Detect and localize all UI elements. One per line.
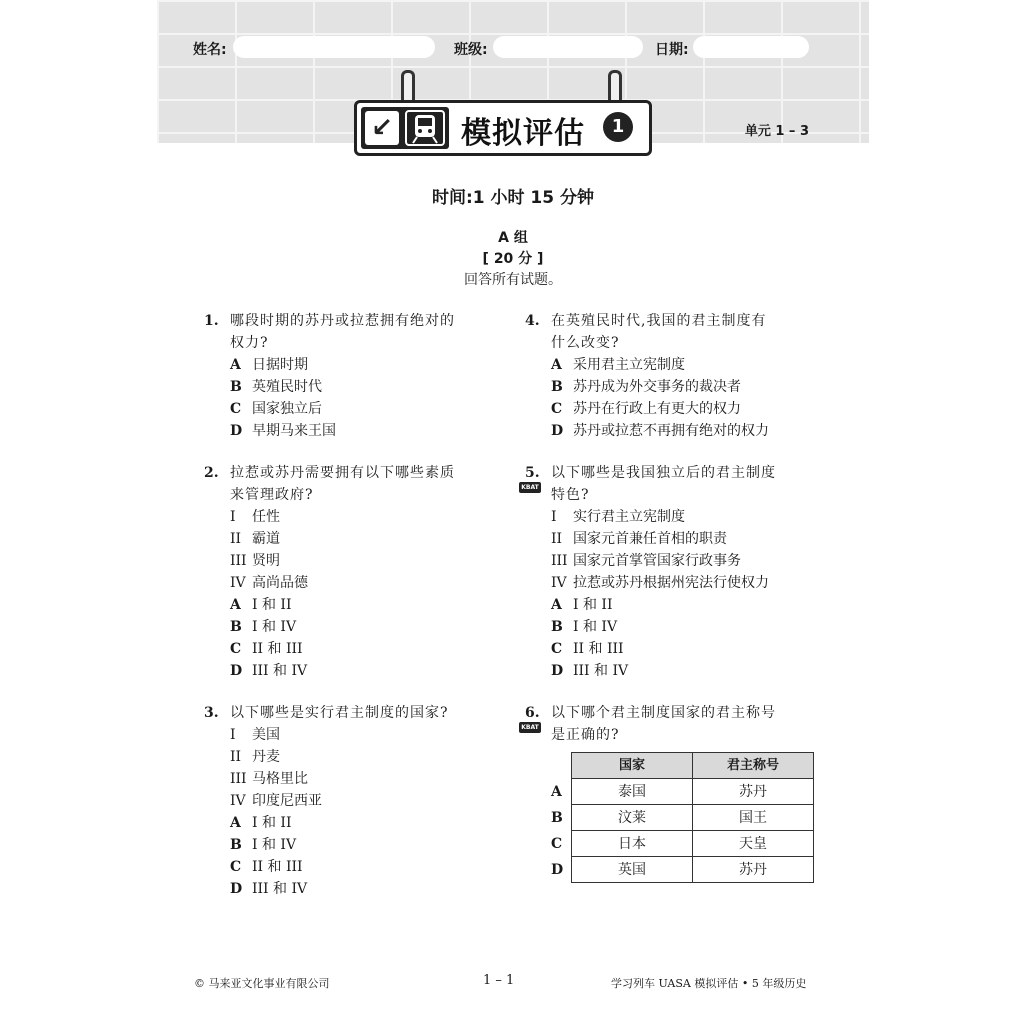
option-letter: B [551, 809, 563, 826]
option-letter: C [230, 401, 242, 417]
country-cell: 汶莱 [572, 805, 693, 831]
question-stem-line: 特色? [551, 487, 590, 503]
monarch-title-cell: 天皇 [693, 831, 814, 857]
option-letter: B [230, 379, 242, 395]
statement-item [551, 550, 815, 572]
monarch-title-cell: 苏丹 [693, 779, 814, 805]
footer-book-title: 学习列车 UASA 模拟评估 • 5 年级历史 [611, 977, 807, 990]
exam-page [157, 0, 869, 1024]
statement-item [230, 550, 494, 572]
table-header-row [551, 753, 814, 779]
answer-option[interactable] [230, 660, 494, 682]
answer-option[interactable] [551, 660, 815, 682]
statement-numeral: II [230, 749, 242, 765]
monarch-title-cell: 国王 [693, 805, 814, 831]
country-cell: 英国 [572, 857, 693, 883]
monarch-title-cell: 苏丹 [693, 857, 814, 883]
question-stem [551, 702, 815, 746]
questions-right-column [521, 310, 815, 903]
question-3 [204, 702, 494, 900]
answer-option[interactable] [230, 420, 494, 442]
statement-numeral: I [230, 727, 236, 743]
table-row[interactable] [551, 805, 814, 831]
option-text: I 和 II [252, 597, 292, 613]
statement-numeral: IV [230, 793, 246, 809]
section-instruction: 回答所有试题。 [464, 272, 562, 288]
footer-copyright: © 马来亚文化事业有限公司 [194, 977, 330, 990]
section-title: A 组 [498, 230, 528, 246]
date-label: 日期: [655, 42, 689, 58]
statement-numeral: III [230, 771, 247, 787]
question-stem [551, 462, 815, 506]
answer-option[interactable] [230, 594, 494, 616]
statement-text: 丹麦 [252, 749, 280, 765]
questions-left-column [204, 310, 494, 920]
answer-option[interactable] [230, 354, 494, 376]
answer-option[interactable] [551, 398, 815, 420]
option-text: II 和 III [252, 641, 303, 657]
option-letter: D [551, 663, 564, 679]
answer-option[interactable] [230, 812, 494, 834]
option-text: 国家独立后 [252, 401, 322, 417]
answer-option[interactable] [551, 420, 815, 442]
question-stem-line: 是正确的? [551, 727, 620, 743]
question-stem-line: 什么改变? [551, 335, 620, 351]
option-text: 采用君主立宪制度 [573, 357, 685, 373]
table-row[interactable] [551, 831, 814, 857]
statement-item [230, 768, 494, 790]
question-stem [230, 310, 494, 354]
question-number: 6. [525, 705, 540, 721]
option-letter: B [551, 619, 563, 635]
answer-option[interactable] [230, 616, 494, 638]
statement-text: 霸道 [252, 531, 280, 547]
option-text: 早期马来王国 [252, 423, 336, 439]
arrow-down-left-icon: ↙ [365, 111, 399, 145]
class-field[interactable] [493, 36, 643, 58]
answer-option[interactable] [551, 376, 815, 398]
statement-item [230, 790, 494, 812]
answer-option[interactable] [230, 834, 494, 856]
statement-text: 美国 [252, 727, 280, 743]
statement-text: 国家元首兼任首相的职责 [573, 531, 727, 547]
question-stem-line: 权力? [230, 335, 269, 351]
question-number: 5. [525, 465, 540, 481]
option-text: III 和 IV [573, 663, 629, 679]
unit-label: 单元 1 – 3 [744, 124, 809, 139]
answer-option[interactable] [551, 594, 815, 616]
answer-option[interactable] [230, 878, 494, 900]
questions-right-list [521, 310, 815, 682]
option-letter: D [551, 423, 564, 439]
option-letter: C [230, 641, 242, 657]
statement-text: 贤明 [252, 553, 280, 569]
date-field[interactable] [693, 36, 809, 58]
answer-option[interactable] [230, 398, 494, 420]
name-field[interactable] [233, 36, 435, 58]
statement-numeral: II [551, 531, 563, 547]
section-marks: [ 20 分 ] [482, 251, 544, 267]
statement-item [230, 572, 494, 594]
option-letter: D [551, 861, 564, 878]
option-letter: B [551, 379, 563, 395]
option-letter: A [551, 357, 562, 373]
answer-option[interactable] [230, 376, 494, 398]
option-letter: D [230, 663, 243, 679]
option-text: I 和 IV [252, 837, 297, 853]
option-letter: A [230, 357, 241, 373]
question-stem [230, 462, 494, 506]
header-title: 君主称号 [693, 753, 814, 779]
option-text: 苏丹或拉惹不再拥有绝对的权力 [573, 423, 769, 439]
question-number: 4. [525, 313, 540, 329]
option-letter: D [230, 423, 243, 439]
statement-item [551, 506, 815, 528]
header-country: 国家 [572, 753, 693, 779]
question-number: 3. [204, 705, 219, 721]
statement-text: 高尚品德 [252, 575, 308, 591]
table-body [551, 779, 814, 883]
sign-title: 模拟评估 [461, 116, 585, 151]
question-stem-line: 拉惹或苏丹需要拥有以下哪些素质 [230, 465, 455, 481]
statement-numeral: I [230, 509, 236, 525]
statement-numeral: IV [551, 575, 567, 591]
option-letter: C [551, 835, 563, 852]
option-text: II 和 III [573, 641, 624, 657]
option-text: 苏丹成为外交事务的裁决者 [573, 379, 741, 395]
country-cell: 泰国 [572, 779, 693, 805]
question-stem-line: 以下哪个君主制度国家的君主称号 [551, 705, 776, 721]
answer-option[interactable] [551, 638, 815, 660]
sign-icon-panel [361, 107, 449, 149]
assessment-sign [354, 100, 652, 156]
statement-numeral: II [230, 531, 242, 547]
exam-duration: 时间:1 小时 15 分钟 [431, 188, 595, 208]
assessment-number: 1 [603, 112, 633, 142]
statement-text: 国家元首掌管国家行政事务 [573, 553, 741, 569]
question-4 [525, 310, 815, 442]
train-icon [405, 110, 445, 146]
monarch-title-table [551, 752, 814, 883]
question-stem-line: 来管理政府? [230, 487, 314, 503]
statement-numeral: IV [230, 575, 246, 591]
question-stem-line: 以下哪些是我国独立后的君主制度 [551, 465, 776, 481]
question-stem-line: 以下哪些是实行君主制度的国家? [230, 705, 449, 721]
statement-text: 印度尼西亚 [252, 793, 322, 809]
option-text: I 和 II [573, 597, 613, 613]
kbat-badge: KBAT [519, 722, 541, 733]
statement-item [551, 572, 815, 594]
statement-text: 马格里比 [252, 771, 308, 787]
section-header [157, 228, 869, 291]
statement-item [551, 528, 815, 550]
statement-text: 实行君主立宪制度 [573, 509, 685, 525]
student-info-row [157, 36, 869, 60]
answer-option[interactable] [551, 354, 815, 376]
question-stem-line: 在英殖民时代,我国的君主制度有 [551, 313, 767, 329]
country-cell: 日本 [572, 831, 693, 857]
question-number: 2. [204, 465, 219, 481]
question-5 [521, 462, 815, 682]
option-letter: A [230, 815, 241, 831]
option-letter: A [551, 597, 562, 613]
question-stem-line: 哪段时期的苏丹或拉惹拥有绝对的 [230, 313, 455, 329]
answer-option[interactable] [230, 638, 494, 660]
statement-item [230, 506, 494, 528]
statement-item [230, 528, 494, 550]
name-label: 姓名: [193, 42, 227, 58]
statement-text: 拉惹或苏丹根据州宪法行使权力 [573, 575, 769, 591]
statement-numeral: III [551, 553, 568, 569]
question-6 [521, 702, 815, 883]
answer-option[interactable] [551, 616, 815, 638]
option-text: 日据时期 [252, 357, 308, 373]
table-row[interactable] [551, 779, 814, 805]
question-stem [230, 702, 494, 724]
footer-page-number: 1 – 1 [483, 973, 515, 988]
statement-item [230, 746, 494, 768]
option-text: II 和 III [252, 859, 303, 875]
option-letter: A [230, 597, 241, 613]
question-2 [204, 462, 494, 682]
statement-numeral: III [230, 553, 247, 569]
option-letter: D [230, 881, 243, 897]
option-text: I 和 IV [252, 619, 297, 635]
statement-text: 任性 [252, 509, 280, 525]
answer-option[interactable] [230, 856, 494, 878]
option-text: I 和 IV [573, 619, 618, 635]
class-label: 班级: [454, 42, 488, 58]
statement-numeral: I [551, 509, 557, 525]
option-text: 苏丹在行政上有更大的权力 [573, 401, 741, 417]
option-letter: B [230, 619, 242, 635]
option-letter: C [551, 401, 563, 417]
kbat-badge: KBAT [519, 482, 541, 493]
question-number: 1. [204, 313, 219, 329]
question-stem [551, 310, 815, 354]
question-1 [204, 310, 494, 442]
table-row[interactable] [551, 857, 814, 883]
option-letter: C [551, 641, 563, 657]
option-text: III 和 IV [252, 663, 308, 679]
option-text: 英殖民时代 [252, 379, 322, 395]
option-letter: A [551, 783, 562, 800]
option-letter: B [230, 837, 242, 853]
table-corner [551, 753, 572, 779]
option-letter: C [230, 859, 242, 875]
option-text: I 和 II [252, 815, 292, 831]
statement-item [230, 724, 494, 746]
option-text: III 和 IV [252, 881, 308, 897]
